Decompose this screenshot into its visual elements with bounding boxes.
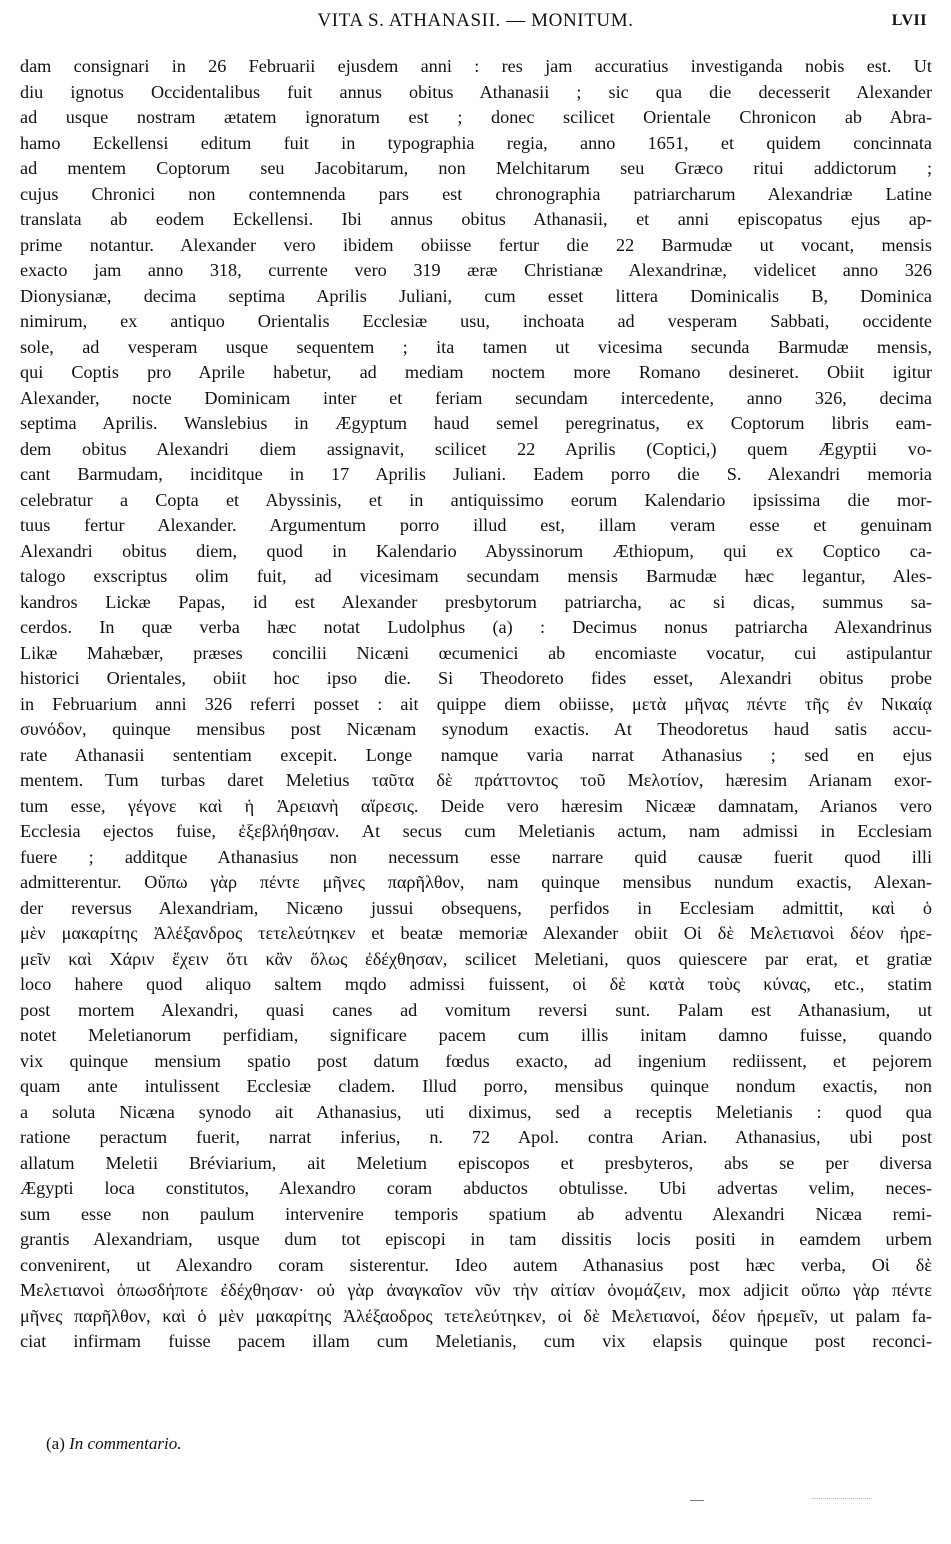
text-line: qui Coptis pro Aprile habetur, ad mediam noctem more Romano desineret. Obiit igitur: [20, 362, 932, 382]
text-line: exacto jam anno 318, currente vero 319 æræ Christianæ Alexandrinæ, videlicet anno 326: [20, 260, 932, 280]
text-line: cujus Chronici non contemnenda pars est chronographia patriarcharum Alexandriæ Latine: [20, 183, 932, 204]
text-line: Alexandri obitus diem, quod in Kalendario Abyssinorum Æthiopum, qui ex Coptico ca-: [20, 540, 932, 561]
text-line: Likæ Mahæbær, præses concilii Nicæni œcumenici ab encomiaste vocatur, cui astipulantur: [20, 642, 932, 663]
text-line: Μελετιανοὶ ὁπωσδήποτε ἐδέχθησαν· οὐ γὰρ ἀναγκαῖον νῦν τὴν αἰτίαν ὀνομάζειν, mox adjicit οὔπω γὰρ πέντε: [20, 1280, 932, 1300]
text-line: hamo Eckellensi editum fuit in typographia regia, anno 1651, et quidem concinnata: [20, 132, 932, 153]
text-line: post mortem Alexandri, quasi canes ad vomitum reversi sunt. Palam est Athanasium, ut: [20, 999, 932, 1020]
text-line: μῆνες παρῆλθον, καὶ ὁ μὲν μακαρίτης Ἀλέξαοδρος τετελεύτηκεν, οἱ δὲ Μελετιανοί, δέον ἠρεμεῖν, ut palam fa-: [20, 1305, 932, 1326]
text-line: nimirum, ex antiquo Orientalis Ecclesiæ usu, inchoata ad vesperam Sabbati, occidente: [20, 311, 932, 331]
text-line: Ægypti loca constitutos, Alexandro coram abductos obtulisse. Ubi advertas velim, neces-: [20, 1178, 932, 1198]
body-text: [20, 54, 932, 1355]
text-line: prime notantur. Alexander vero ibidem obiisse fertur die 22 Barmudæ ut vocant, mensis: [20, 234, 932, 255]
text-line: notet Meletianorum perfidiam, significare pacem cum illis initam damno fuisse, quando: [20, 1025, 932, 1045]
footnote: [46, 1434, 182, 1454]
text-line: ciat infirmam fuisse pacem illam cum Meletianis, cum vix elapsis quinque post reconci-: [20, 1331, 932, 1351]
text-line: septima Aprilis. Wanslebius in Ægyptum haud semel peregrinatus, ex Coptorum libris eam-: [20, 413, 932, 433]
page-header: [20, 8, 931, 38]
running-title: VITA S. ATHANASII. — MONITUM.: [317, 10, 634, 31]
printer-mark: [690, 1500, 704, 1501]
text-line: loco hahere quod aliquo saltem mqdo admissi fuissent, οἱ δὲ κατὰ τοὺς κύνας, etc., statim: [20, 974, 932, 994]
text-line: Alexander, nocte Dominicam inter et feriam secundam intercedente, anno 326, decima: [20, 387, 932, 408]
text-line: convenirent, ut Alexandro coram sisterentur. Ideo autem Athanasius post hæc verba, Οἱ δὲ: [20, 1254, 932, 1275]
text-line: tuus fertur Alexander. Argumentum porro illud est, illam veram esse et genuinam: [20, 515, 932, 535]
text-line: dem obitus Alexandri diem assignavit, scilicet 22 Aprilis (Coptici,) quem Ægyptii vo-: [20, 438, 932, 459]
text-line: ratione peractum fuerit, narrat inferius, n. 72 Apol. contra Arian. Athanasius, ubi post: [20, 1127, 932, 1147]
text-line: μεῖν καὶ Χάριν ἔχειν ὅτι κἂν ὅλως ἐδέχθησαν, scilicet Meletiani, quos quiescere par erat, et gratiæ: [20, 948, 932, 969]
text-line: Ecclesia ejectos fuise, ἐξεβλήθησαν. At secus cum Meletianis actum, nam admissi in Ecclesiam: [20, 821, 932, 841]
text-line: kandros Lickæ Papas, id est Alexander presbytorum patriarcha, ac si dicas, summus sa-: [20, 591, 932, 612]
text-line: talogo exscriptus olim fuit, ad vicesimam secundam mensis Barmudæ hæc legantur, Ales-: [20, 566, 932, 586]
text-line: a soluta Nicæna synodo ait Athanasius, uti diximus, sed a receptis Meletianis : quod qua: [20, 1101, 932, 1122]
footnote-marker: (a): [46, 1434, 65, 1453]
text-line: translata ab eodem Eckellensi. Ibi annus obitus Athanasii, et anni episcopatus ejus ap-: [20, 209, 932, 229]
text-line: cant Barmudam, inciditque in 17 Aprilis Juliani. Eadem porro die S. Alexandri memoria: [20, 464, 932, 484]
text-line: allatum Meletii Bréviarium, ait Meletium episcopos et presbyteros, abs se per diversa: [20, 1152, 932, 1173]
text-line: συνόδον, quinque mensibus post Nicænam synodum exactis. At Theodoretus haud satis accu-: [20, 719, 932, 739]
scan-speckle: [812, 1498, 872, 1501]
text-line: sole, ad vesperam usque sequentem ; ita tamen ut vicesima secunda Barmudæ mensis,: [20, 336, 932, 357]
text-line: ad usque nostram ætatem ignoratum est ; donec scilicet Orientale Chronicon ab Abra-: [20, 107, 932, 127]
text-line: ad mentem Coptorum seu Jacobitarum, non Melchitarum seu Græco ritui addictorum ;: [20, 158, 932, 178]
text-line: in Februarium anni 326 referri posset : ait quippe diem obiisse, μετὰ μῆνας πέντε τῆς ἐν Νικαίᾳ: [20, 693, 932, 714]
text-line: sum esse non paulum intervenire temporis spatium ab adventu Alexandri Nicæa remi-: [20, 1203, 932, 1224]
text-line: quam ante intulissent Ecclesiæ cladem. Illud porro, mensibus quinque nondum exactis, non: [20, 1076, 932, 1096]
text-line: admitterentur. Οὔπω γὰρ πέντε μῆνες παρῆλθον, nam quinque mensibus nundum exactis, Alexan-: [20, 872, 932, 892]
text-line: rate Athanasii sententiam excepit. Longe namque varia narrat Athanasius ; sed en ejus: [20, 744, 932, 765]
text-line: mentem. Tum turbas daret Meletius ταῦτα δὲ πράττοντος τοῦ Μελοτίον, hæresim Arianam exor-: [20, 770, 932, 790]
text-line: diu ignotus Occidentalibus fuit annus obitus Athanasii ; sic qua die decesserit Alexander: [20, 81, 932, 102]
text-line: celebratur a Copta et Abyssinis, et in antiquissimo eorum Kalendario ipsissima die mor-: [20, 489, 932, 510]
page-number: LVII: [891, 12, 927, 29]
text-line: Dionysianæ, decima septima Aprilis Juliani, cum esset littera Dominicalis B, Dominica: [20, 285, 932, 306]
footnote-text: In commentario.: [69, 1434, 182, 1453]
text-line: historici Orientales, obiit hoc ipso die. Si Theodoreto fides esset, Alexandri obitus probe: [20, 668, 932, 688]
text-line: grantis Alexandriam, usque dum tot episcopi in tam dissitis locis positi in eamdem urbem: [20, 1229, 932, 1249]
text-line: der reversus Alexandriam, Nicæno jussui obsequens, perfidos in Ecclesiam admittit, καὶ ὁ: [20, 897, 932, 918]
text-line: fuere ; additque Athanasius non necessum esse narrare quid causæ fuerit quod illi: [20, 846, 932, 867]
text-line: μὲν μακαρίτης Ἀλέξανδρος τετελεύτηκεν et beatæ memoriæ Alexander obiit Οἱ δὲ Μελετιανοὶ δέον ἠρε-: [20, 923, 932, 943]
text-line: vix quinque mensium spatio post datum fœdus exacto, ad ingenium rediissent, et pejorem: [20, 1050, 932, 1071]
text-line: cerdos. In quæ verba hæc notat Ludolphus (a) : Decimus nonus patriarcha Alexandrinus: [20, 617, 932, 637]
text-line: dam consignari in 26 Februarii ejusdem anni : res jam accuratius investiganda nobis est. Ut: [20, 56, 932, 76]
text-line: tum esse, γέγονε καὶ ἡ Ἀρειανὴ αἵρεσις. Deide vero hæresim Nicææ damnatam, Arianos vero: [20, 795, 932, 816]
